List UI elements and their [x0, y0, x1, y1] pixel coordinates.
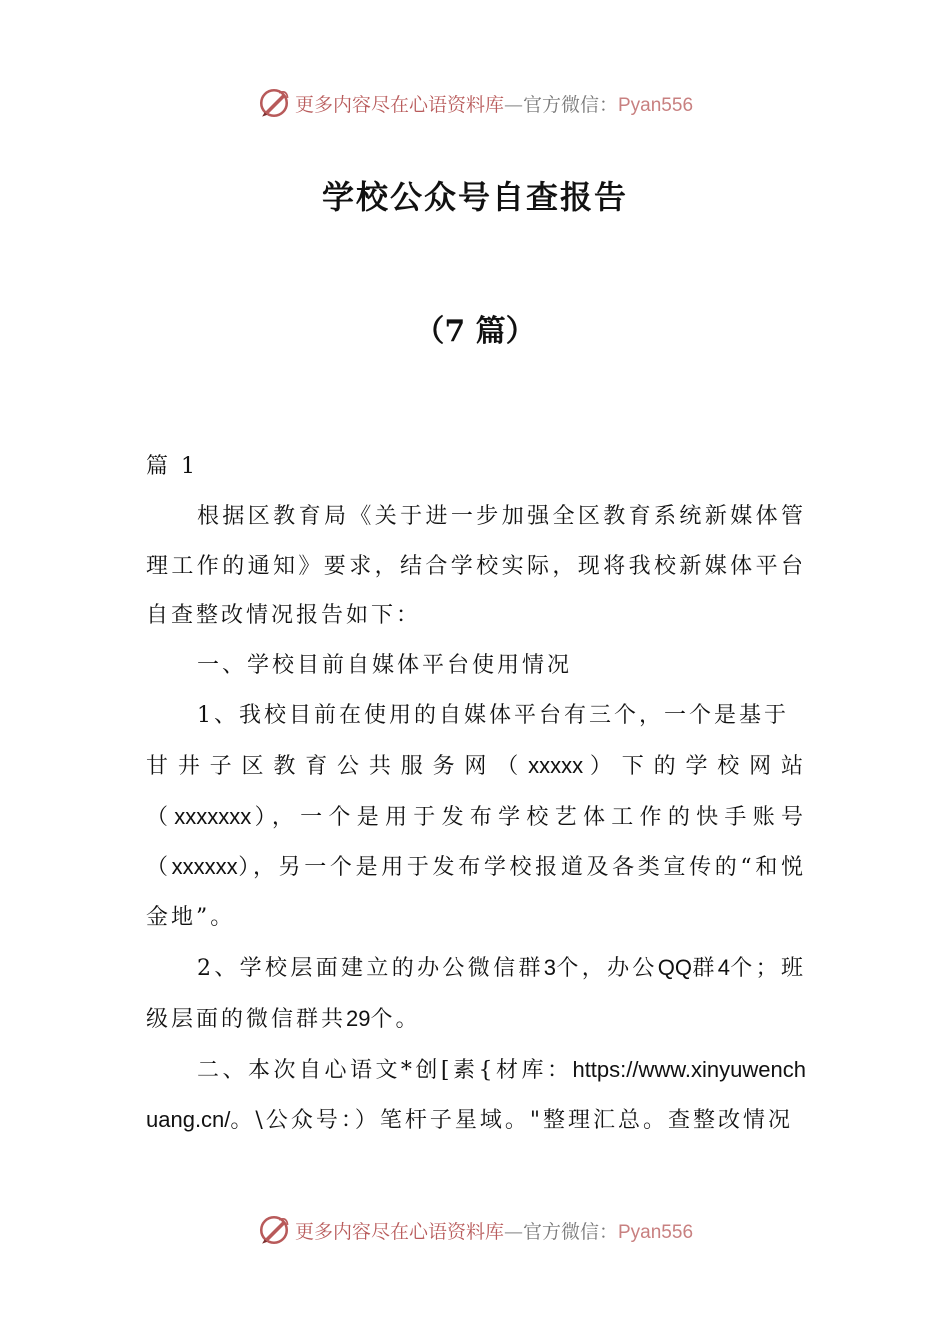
item-1-line-3: （xxxxxxx），一个是用于发布学校艺体工作的快手账号 — [146, 803, 806, 830]
intro-paragraph: 根据区教育局《关于进一步加强全区教育系统新媒体管理工作的通知》要求，结合学校实际，现将我校新媒体平台自查整改情况报告如下： — [146, 503, 806, 629]
pen-logo-icon — [257, 1213, 291, 1247]
resource-url: https://www.xinyuwenchuang.cn/ — [146, 1056, 806, 1133]
heading-1: 一、学校目前自媒体平台使用情况 — [197, 653, 573, 679]
pen-logo-icon — [257, 86, 291, 120]
footer-banner — [0, 1210, 950, 1250]
footer-banner-text: 更多内容尽在心语资料库—官方微信：Pyan556 — [294, 1220, 694, 1243]
section-label: 篇 1 — [146, 454, 198, 479]
item-1-line-4: （xxxxxx），另一个是用于发布学校报道及各类宣传的“和悦金地”。 — [146, 854, 806, 931]
item-1-paragraph: 1、我校目前在使用的自媒体平台有三个，一个是基于 — [197, 702, 789, 728]
document-title: 学校公众号自查报告 — [321, 178, 628, 216]
header-banner — [0, 83, 950, 123]
item-2-paragraph: 2、学校层面建立的办公微信群3个，办公QQ群4个；班级层面的微信群共29个。 — [146, 954, 806, 1032]
heading-2-paragraph: 二、本次自心语文*创[素{材库：https://www.xinyuwenchuang.cn/。\公众号：）笔杆子星域。"整理汇总。查整改情况 — [146, 1056, 806, 1134]
header-banner-text: 更多内容尽在心语资料库—官方微信：Pyan556 — [294, 93, 694, 116]
document-body — [146, 442, 806, 1146]
item-1-line-2: 甘井子区教育公共服务网（xxxxx）下的学校网站 — [146, 752, 806, 779]
document-subtitle: （7 篇） — [414, 314, 536, 349]
